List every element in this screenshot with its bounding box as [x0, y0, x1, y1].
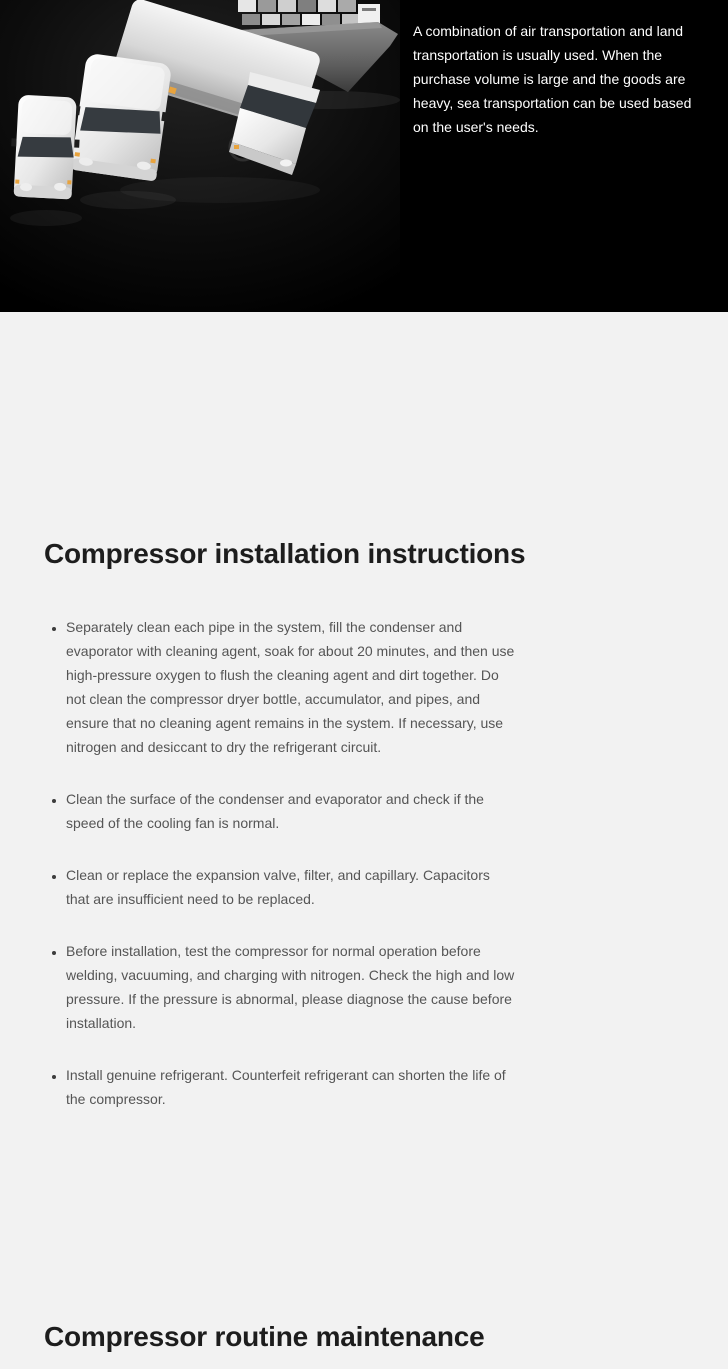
truck-corner-light	[234, 145, 239, 149]
logistics-photo-illustration	[0, 0, 400, 312]
list-item: • Install genuine refrigerant. Counterfeit refrigerant can shorten the life of the compressor.	[66, 1063, 516, 1111]
installation-heading: Compressor installation instructions	[44, 538, 526, 569]
small-van-reflection	[10, 210, 82, 226]
small-van	[9, 94, 82, 199]
van-reflection	[80, 191, 176, 209]
hero-paragraph: A combination of air transportation and land transportation is usually used. When the purchase volume is large and the goods are heavy, sea transportation can be used based on the user's needs.	[413, 23, 692, 135]
list-item: • Clean or replace the expansion valve, filter, and capillary. Capacitors that are insufficient need to be replaced.	[66, 863, 516, 911]
maintenance-heading: Compressor routine maintenance	[44, 1321, 485, 1352]
installation-list	[44, 615, 516, 1139]
list-item: • Clean the surface of the condenser and evaporator and check if the speed of the cooling fan is normal.	[66, 787, 516, 835]
small-van-windshield	[18, 135, 75, 160]
small-van-roof	[21, 99, 73, 136]
list-item: • Separately clean each pipe in the system, fill the condenser and evaporator with cleaning agent, soak for about 20 minutes, and then use high-pressure oxygen to flush the cleaning agent and dirt together. Do not clean the compressor dryer bottle, accumulator, and pipes, and ensure that no cleaning agent remains in the system. If necessary, use nitrogen and desiccant to dry the refrigerant circuit.	[66, 615, 516, 759]
truck-headlight	[280, 160, 292, 167]
small-van-corner-light	[67, 180, 71, 184]
van-corner-light	[75, 152, 81, 157]
hero-section	[0, 0, 728, 312]
small-van-mirror	[74, 140, 79, 148]
small-van-mirror	[11, 138, 16, 146]
small-van-corner-light	[15, 179, 19, 183]
van-corner-light	[150, 159, 156, 164]
van-mirror	[161, 112, 168, 122]
list-item: • Before installation, test the compressor for normal operation before welding, vacuuming, and charging with nitrogen. Check the high and low pressure. If the pressure is abnormal, please diagnose the cause before installation.	[66, 939, 516, 1035]
